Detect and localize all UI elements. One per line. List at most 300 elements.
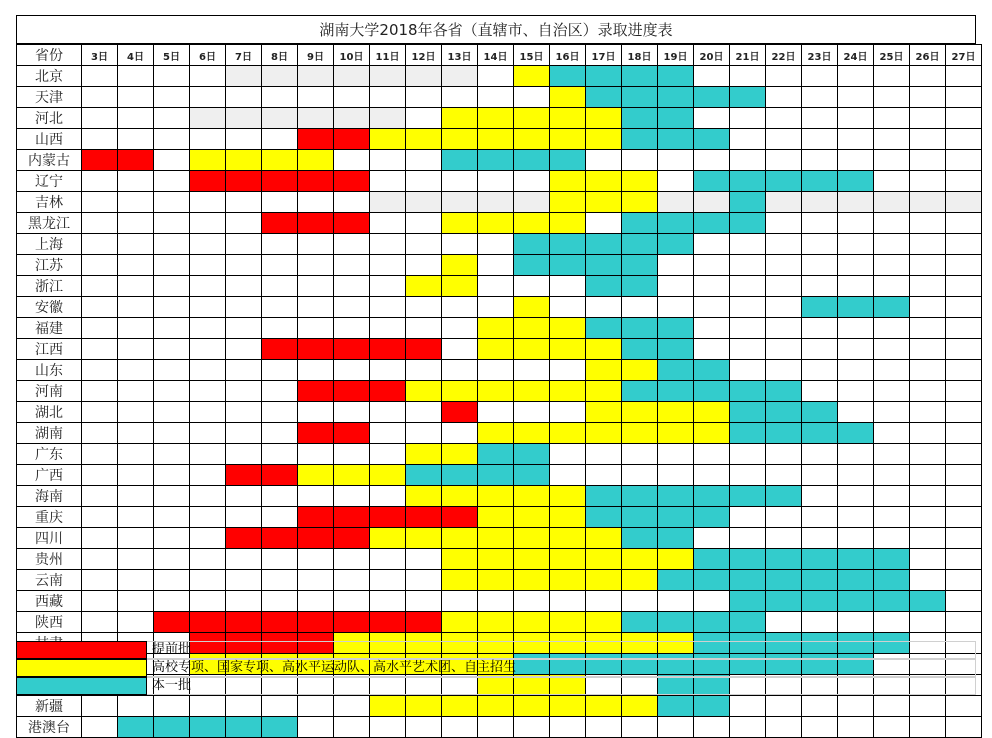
progress-cell[interactable] bbox=[262, 108, 298, 129]
province-cell[interactable]: 湖北 bbox=[17, 402, 82, 423]
progress-cell[interactable] bbox=[298, 297, 334, 318]
progress-cell[interactable] bbox=[550, 234, 586, 255]
progress-cell[interactable] bbox=[262, 549, 298, 570]
progress-cell[interactable] bbox=[838, 255, 874, 276]
progress-cell[interactable] bbox=[334, 507, 370, 528]
progress-cell[interactable] bbox=[442, 339, 478, 360]
progress-cell[interactable] bbox=[262, 171, 298, 192]
progress-cell[interactable] bbox=[406, 276, 442, 297]
progress-cell[interactable] bbox=[550, 318, 586, 339]
progress-cell[interactable] bbox=[658, 612, 694, 633]
progress-cell[interactable] bbox=[406, 339, 442, 360]
progress-cell[interactable] bbox=[154, 402, 190, 423]
progress-cell[interactable] bbox=[442, 528, 478, 549]
progress-cell[interactable] bbox=[694, 402, 730, 423]
progress-cell[interactable] bbox=[118, 66, 154, 87]
progress-cell[interactable] bbox=[334, 171, 370, 192]
progress-cell[interactable] bbox=[370, 318, 406, 339]
province-cell[interactable]: 浙江 bbox=[17, 276, 82, 297]
progress-cell[interactable] bbox=[262, 255, 298, 276]
progress-cell[interactable] bbox=[334, 87, 370, 108]
progress-cell[interactable] bbox=[586, 234, 622, 255]
progress-cell[interactable] bbox=[118, 150, 154, 171]
progress-cell[interactable] bbox=[658, 402, 694, 423]
progress-cell[interactable] bbox=[442, 171, 478, 192]
progress-cell[interactable] bbox=[478, 339, 514, 360]
progress-cell[interactable] bbox=[406, 549, 442, 570]
progress-cell[interactable] bbox=[442, 570, 478, 591]
progress-cell[interactable] bbox=[478, 192, 514, 213]
progress-cell[interactable] bbox=[118, 717, 154, 738]
progress-cell[interactable] bbox=[406, 717, 442, 738]
progress-cell[interactable] bbox=[946, 591, 982, 612]
progress-cell[interactable] bbox=[658, 171, 694, 192]
progress-cell[interactable] bbox=[118, 549, 154, 570]
progress-cell[interactable] bbox=[802, 276, 838, 297]
progress-cell[interactable] bbox=[514, 129, 550, 150]
progress-cell[interactable] bbox=[226, 192, 262, 213]
progress-cell[interactable] bbox=[334, 423, 370, 444]
progress-cell[interactable] bbox=[946, 423, 982, 444]
day-column-header[interactable]: 23日 bbox=[802, 45, 838, 66]
progress-cell[interactable] bbox=[766, 696, 802, 717]
progress-cell[interactable] bbox=[334, 360, 370, 381]
progress-cell[interactable] bbox=[658, 570, 694, 591]
progress-cell[interactable] bbox=[766, 507, 802, 528]
province-cell[interactable]: 四川 bbox=[17, 528, 82, 549]
progress-cell[interactable] bbox=[910, 276, 946, 297]
progress-cell[interactable] bbox=[190, 381, 226, 402]
progress-cell[interactable] bbox=[550, 402, 586, 423]
progress-cell[interactable] bbox=[946, 402, 982, 423]
progress-cell[interactable] bbox=[154, 234, 190, 255]
progress-cell[interactable] bbox=[262, 528, 298, 549]
progress-cell[interactable] bbox=[334, 339, 370, 360]
progress-cell[interactable] bbox=[586, 507, 622, 528]
progress-cell[interactable] bbox=[514, 66, 550, 87]
progress-cell[interactable] bbox=[946, 360, 982, 381]
progress-cell[interactable] bbox=[478, 255, 514, 276]
progress-cell[interactable] bbox=[298, 381, 334, 402]
progress-cell[interactable] bbox=[874, 276, 910, 297]
progress-cell[interactable] bbox=[730, 528, 766, 549]
progress-cell[interactable] bbox=[118, 192, 154, 213]
progress-cell[interactable] bbox=[874, 444, 910, 465]
progress-cell[interactable] bbox=[874, 108, 910, 129]
progress-cell[interactable] bbox=[154, 150, 190, 171]
progress-cell[interactable] bbox=[838, 192, 874, 213]
progress-cell[interactable] bbox=[802, 213, 838, 234]
progress-cell[interactable] bbox=[658, 276, 694, 297]
progress-cell[interactable] bbox=[514, 507, 550, 528]
progress-cell[interactable] bbox=[802, 318, 838, 339]
progress-cell[interactable] bbox=[190, 717, 226, 738]
progress-cell[interactable] bbox=[694, 381, 730, 402]
progress-cell[interactable] bbox=[586, 276, 622, 297]
progress-cell[interactable] bbox=[478, 444, 514, 465]
progress-cell[interactable] bbox=[442, 234, 478, 255]
progress-cell[interactable] bbox=[154, 696, 190, 717]
progress-cell[interactable] bbox=[370, 339, 406, 360]
progress-cell[interactable] bbox=[694, 192, 730, 213]
progress-cell[interactable] bbox=[334, 129, 370, 150]
progress-cell[interactable] bbox=[406, 528, 442, 549]
progress-cell[interactable] bbox=[838, 213, 874, 234]
progress-cell[interactable] bbox=[118, 423, 154, 444]
progress-cell[interactable] bbox=[766, 402, 802, 423]
progress-cell[interactable] bbox=[478, 465, 514, 486]
progress-cell[interactable] bbox=[478, 381, 514, 402]
progress-cell[interactable] bbox=[694, 360, 730, 381]
progress-cell[interactable] bbox=[622, 234, 658, 255]
progress-cell[interactable] bbox=[118, 339, 154, 360]
progress-cell[interactable] bbox=[802, 444, 838, 465]
progress-cell[interactable] bbox=[190, 297, 226, 318]
progress-cell[interactable] bbox=[154, 192, 190, 213]
progress-cell[interactable] bbox=[586, 192, 622, 213]
progress-cell[interactable] bbox=[874, 612, 910, 633]
progress-cell[interactable] bbox=[694, 444, 730, 465]
progress-cell[interactable] bbox=[298, 423, 334, 444]
progress-cell[interactable] bbox=[154, 339, 190, 360]
day-column-header[interactable]: 14日 bbox=[478, 45, 514, 66]
progress-cell[interactable] bbox=[622, 171, 658, 192]
progress-cell[interactable] bbox=[370, 360, 406, 381]
progress-cell[interactable] bbox=[226, 570, 262, 591]
progress-cell[interactable] bbox=[730, 297, 766, 318]
progress-cell[interactable] bbox=[874, 570, 910, 591]
progress-cell[interactable] bbox=[586, 549, 622, 570]
province-cell[interactable]: 山东 bbox=[17, 360, 82, 381]
progress-cell[interactable] bbox=[802, 423, 838, 444]
progress-cell[interactable] bbox=[118, 696, 154, 717]
progress-cell[interactable] bbox=[514, 150, 550, 171]
progress-cell[interactable] bbox=[802, 297, 838, 318]
progress-cell[interactable] bbox=[694, 213, 730, 234]
province-cell[interactable]: 内蒙古 bbox=[17, 150, 82, 171]
province-cell[interactable]: 上海 bbox=[17, 234, 82, 255]
province-cell[interactable]: 江苏 bbox=[17, 255, 82, 276]
progress-cell[interactable] bbox=[802, 66, 838, 87]
progress-cell[interactable] bbox=[154, 171, 190, 192]
progress-cell[interactable] bbox=[82, 465, 118, 486]
progress-cell[interactable] bbox=[658, 696, 694, 717]
progress-cell[interactable] bbox=[154, 717, 190, 738]
progress-cell[interactable] bbox=[298, 276, 334, 297]
progress-cell[interactable] bbox=[802, 507, 838, 528]
progress-cell[interactable] bbox=[766, 549, 802, 570]
progress-cell[interactable] bbox=[514, 717, 550, 738]
progress-cell[interactable] bbox=[838, 402, 874, 423]
progress-cell[interactable] bbox=[406, 612, 442, 633]
progress-cell[interactable] bbox=[334, 465, 370, 486]
progress-cell[interactable] bbox=[154, 276, 190, 297]
progress-cell[interactable] bbox=[838, 507, 874, 528]
progress-cell[interactable] bbox=[262, 486, 298, 507]
progress-cell[interactable] bbox=[370, 717, 406, 738]
progress-cell[interactable] bbox=[442, 507, 478, 528]
province-cell[interactable]: 湖南 bbox=[17, 423, 82, 444]
progress-cell[interactable] bbox=[514, 381, 550, 402]
progress-cell[interactable] bbox=[766, 570, 802, 591]
progress-cell[interactable] bbox=[370, 66, 406, 87]
progress-cell[interactable] bbox=[802, 234, 838, 255]
progress-cell[interactable] bbox=[82, 612, 118, 633]
progress-cell[interactable] bbox=[550, 213, 586, 234]
progress-cell[interactable] bbox=[154, 297, 190, 318]
progress-cell[interactable] bbox=[226, 549, 262, 570]
day-column-header[interactable]: 16日 bbox=[550, 45, 586, 66]
progress-cell[interactable] bbox=[730, 591, 766, 612]
progress-cell[interactable] bbox=[730, 423, 766, 444]
progress-cell[interactable] bbox=[622, 528, 658, 549]
progress-cell[interactable] bbox=[694, 570, 730, 591]
progress-cell[interactable] bbox=[262, 696, 298, 717]
progress-cell[interactable] bbox=[874, 402, 910, 423]
progress-cell[interactable] bbox=[298, 192, 334, 213]
progress-cell[interactable] bbox=[406, 591, 442, 612]
progress-cell[interactable] bbox=[406, 486, 442, 507]
progress-cell[interactable] bbox=[946, 612, 982, 633]
progress-cell[interactable] bbox=[298, 339, 334, 360]
progress-cell[interactable] bbox=[298, 255, 334, 276]
progress-cell[interactable] bbox=[694, 465, 730, 486]
progress-cell[interactable] bbox=[370, 87, 406, 108]
progress-cell[interactable] bbox=[514, 549, 550, 570]
progress-cell[interactable] bbox=[190, 444, 226, 465]
progress-cell[interactable] bbox=[730, 129, 766, 150]
progress-cell[interactable] bbox=[874, 150, 910, 171]
progress-cell[interactable] bbox=[298, 87, 334, 108]
progress-cell[interactable] bbox=[82, 717, 118, 738]
progress-cell[interactable] bbox=[874, 297, 910, 318]
progress-cell[interactable] bbox=[838, 360, 874, 381]
province-cell[interactable]: 新疆 bbox=[17, 696, 82, 717]
progress-cell[interactable] bbox=[586, 66, 622, 87]
day-column-header[interactable]: 17日 bbox=[586, 45, 622, 66]
progress-cell[interactable] bbox=[262, 192, 298, 213]
progress-cell[interactable] bbox=[622, 612, 658, 633]
progress-cell[interactable] bbox=[262, 465, 298, 486]
progress-cell[interactable] bbox=[298, 150, 334, 171]
progress-cell[interactable] bbox=[550, 570, 586, 591]
progress-cell[interactable] bbox=[802, 717, 838, 738]
progress-cell[interactable] bbox=[514, 297, 550, 318]
progress-cell[interactable] bbox=[514, 255, 550, 276]
progress-cell[interactable] bbox=[154, 570, 190, 591]
progress-cell[interactable] bbox=[946, 528, 982, 549]
progress-cell[interactable] bbox=[802, 129, 838, 150]
progress-cell[interactable] bbox=[910, 150, 946, 171]
progress-cell[interactable] bbox=[298, 171, 334, 192]
progress-cell[interactable] bbox=[226, 339, 262, 360]
progress-cell[interactable] bbox=[766, 297, 802, 318]
progress-cell[interactable] bbox=[298, 465, 334, 486]
progress-cell[interactable] bbox=[874, 486, 910, 507]
progress-cell[interactable] bbox=[478, 150, 514, 171]
progress-cell[interactable] bbox=[838, 297, 874, 318]
progress-cell[interactable] bbox=[406, 402, 442, 423]
progress-cell[interactable] bbox=[910, 402, 946, 423]
progress-cell[interactable] bbox=[622, 66, 658, 87]
progress-cell[interactable] bbox=[298, 66, 334, 87]
progress-cell[interactable] bbox=[910, 591, 946, 612]
progress-cell[interactable] bbox=[586, 570, 622, 591]
progress-cell[interactable] bbox=[874, 255, 910, 276]
progress-cell[interactable] bbox=[82, 528, 118, 549]
progress-cell[interactable] bbox=[802, 612, 838, 633]
province-cell[interactable]: 河北 bbox=[17, 108, 82, 129]
progress-cell[interactable] bbox=[298, 234, 334, 255]
progress-cell[interactable] bbox=[82, 255, 118, 276]
progress-cell[interactable] bbox=[730, 108, 766, 129]
progress-cell[interactable] bbox=[406, 444, 442, 465]
province-cell[interactable]: 河南 bbox=[17, 381, 82, 402]
progress-cell[interactable] bbox=[730, 717, 766, 738]
progress-cell[interactable] bbox=[694, 591, 730, 612]
progress-cell[interactable] bbox=[694, 297, 730, 318]
progress-cell[interactable] bbox=[766, 66, 802, 87]
progress-cell[interactable] bbox=[154, 423, 190, 444]
progress-cell[interactable] bbox=[82, 549, 118, 570]
progress-cell[interactable] bbox=[298, 402, 334, 423]
progress-cell[interactable] bbox=[802, 402, 838, 423]
progress-cell[interactable] bbox=[514, 339, 550, 360]
progress-cell[interactable] bbox=[514, 570, 550, 591]
progress-cell[interactable] bbox=[370, 528, 406, 549]
progress-cell[interactable] bbox=[838, 234, 874, 255]
day-column-header[interactable]: 11日 bbox=[370, 45, 406, 66]
progress-cell[interactable] bbox=[550, 486, 586, 507]
progress-cell[interactable] bbox=[478, 570, 514, 591]
progress-cell[interactable] bbox=[118, 591, 154, 612]
progress-cell[interactable] bbox=[586, 528, 622, 549]
progress-cell[interactable] bbox=[766, 591, 802, 612]
progress-cell[interactable] bbox=[118, 612, 154, 633]
progress-cell[interactable] bbox=[478, 171, 514, 192]
progress-cell[interactable] bbox=[118, 276, 154, 297]
progress-cell[interactable] bbox=[226, 276, 262, 297]
progress-cell[interactable] bbox=[946, 696, 982, 717]
progress-cell[interactable] bbox=[622, 696, 658, 717]
progress-cell[interactable] bbox=[82, 87, 118, 108]
progress-cell[interactable] bbox=[298, 528, 334, 549]
progress-cell[interactable] bbox=[406, 213, 442, 234]
progress-cell[interactable] bbox=[946, 276, 982, 297]
progress-cell[interactable] bbox=[874, 591, 910, 612]
progress-cell[interactable] bbox=[586, 87, 622, 108]
progress-cell[interactable] bbox=[622, 444, 658, 465]
progress-cell[interactable] bbox=[154, 318, 190, 339]
progress-cell[interactable] bbox=[262, 591, 298, 612]
progress-cell[interactable] bbox=[730, 360, 766, 381]
progress-cell[interactable] bbox=[838, 549, 874, 570]
progress-cell[interactable] bbox=[550, 507, 586, 528]
progress-cell[interactable] bbox=[190, 570, 226, 591]
progress-cell[interactable] bbox=[370, 234, 406, 255]
progress-cell[interactable] bbox=[550, 717, 586, 738]
progress-cell[interactable] bbox=[658, 423, 694, 444]
progress-cell[interactable] bbox=[550, 549, 586, 570]
province-cell[interactable]: 黑龙江 bbox=[17, 213, 82, 234]
progress-cell[interactable] bbox=[262, 402, 298, 423]
progress-cell[interactable] bbox=[838, 150, 874, 171]
progress-cell[interactable] bbox=[190, 276, 226, 297]
progress-cell[interactable] bbox=[442, 381, 478, 402]
progress-cell[interactable] bbox=[946, 297, 982, 318]
progress-cell[interactable] bbox=[406, 150, 442, 171]
progress-cell[interactable] bbox=[910, 360, 946, 381]
day-column-header[interactable]: 25日 bbox=[874, 45, 910, 66]
progress-cell[interactable] bbox=[334, 528, 370, 549]
progress-cell[interactable] bbox=[226, 87, 262, 108]
progress-cell[interactable] bbox=[586, 150, 622, 171]
progress-cell[interactable] bbox=[82, 66, 118, 87]
progress-cell[interactable] bbox=[334, 276, 370, 297]
progress-cell[interactable] bbox=[226, 171, 262, 192]
progress-cell[interactable] bbox=[658, 507, 694, 528]
day-column-header[interactable]: 18日 bbox=[622, 45, 658, 66]
province-cell[interactable]: 西藏 bbox=[17, 591, 82, 612]
progress-cell[interactable] bbox=[730, 339, 766, 360]
progress-cell[interactable] bbox=[730, 318, 766, 339]
progress-cell[interactable] bbox=[154, 213, 190, 234]
progress-cell[interactable] bbox=[478, 423, 514, 444]
progress-cell[interactable] bbox=[442, 444, 478, 465]
progress-cell[interactable] bbox=[298, 444, 334, 465]
progress-cell[interactable] bbox=[442, 87, 478, 108]
progress-cell[interactable] bbox=[910, 528, 946, 549]
progress-cell[interactable] bbox=[694, 129, 730, 150]
progress-cell[interactable] bbox=[874, 339, 910, 360]
progress-cell[interactable] bbox=[514, 465, 550, 486]
progress-cell[interactable] bbox=[442, 255, 478, 276]
progress-cell[interactable] bbox=[622, 150, 658, 171]
progress-cell[interactable] bbox=[478, 87, 514, 108]
progress-cell[interactable] bbox=[766, 339, 802, 360]
progress-cell[interactable] bbox=[226, 381, 262, 402]
progress-cell[interactable] bbox=[838, 570, 874, 591]
progress-cell[interactable] bbox=[82, 423, 118, 444]
progress-cell[interactable] bbox=[586, 213, 622, 234]
day-column-header[interactable]: 13日 bbox=[442, 45, 478, 66]
progress-cell[interactable] bbox=[442, 192, 478, 213]
progress-cell[interactable] bbox=[550, 129, 586, 150]
progress-cell[interactable] bbox=[298, 696, 334, 717]
progress-cell[interactable] bbox=[226, 486, 262, 507]
progress-cell[interactable] bbox=[550, 360, 586, 381]
progress-cell[interactable] bbox=[802, 87, 838, 108]
progress-cell[interactable] bbox=[658, 444, 694, 465]
progress-cell[interactable] bbox=[82, 192, 118, 213]
progress-cell[interactable] bbox=[622, 255, 658, 276]
progress-cell[interactable] bbox=[946, 255, 982, 276]
progress-cell[interactable] bbox=[118, 507, 154, 528]
progress-cell[interactable] bbox=[406, 87, 442, 108]
progress-cell[interactable] bbox=[802, 486, 838, 507]
progress-cell[interactable] bbox=[874, 381, 910, 402]
progress-cell[interactable] bbox=[478, 528, 514, 549]
progress-cell[interactable] bbox=[730, 255, 766, 276]
province-cell[interactable]: 江西 bbox=[17, 339, 82, 360]
progress-cell[interactable] bbox=[370, 129, 406, 150]
progress-cell[interactable] bbox=[766, 381, 802, 402]
progress-cell[interactable] bbox=[262, 339, 298, 360]
progress-cell[interactable] bbox=[658, 150, 694, 171]
progress-cell[interactable] bbox=[874, 66, 910, 87]
progress-cell[interactable] bbox=[298, 612, 334, 633]
progress-cell[interactable] bbox=[118, 402, 154, 423]
